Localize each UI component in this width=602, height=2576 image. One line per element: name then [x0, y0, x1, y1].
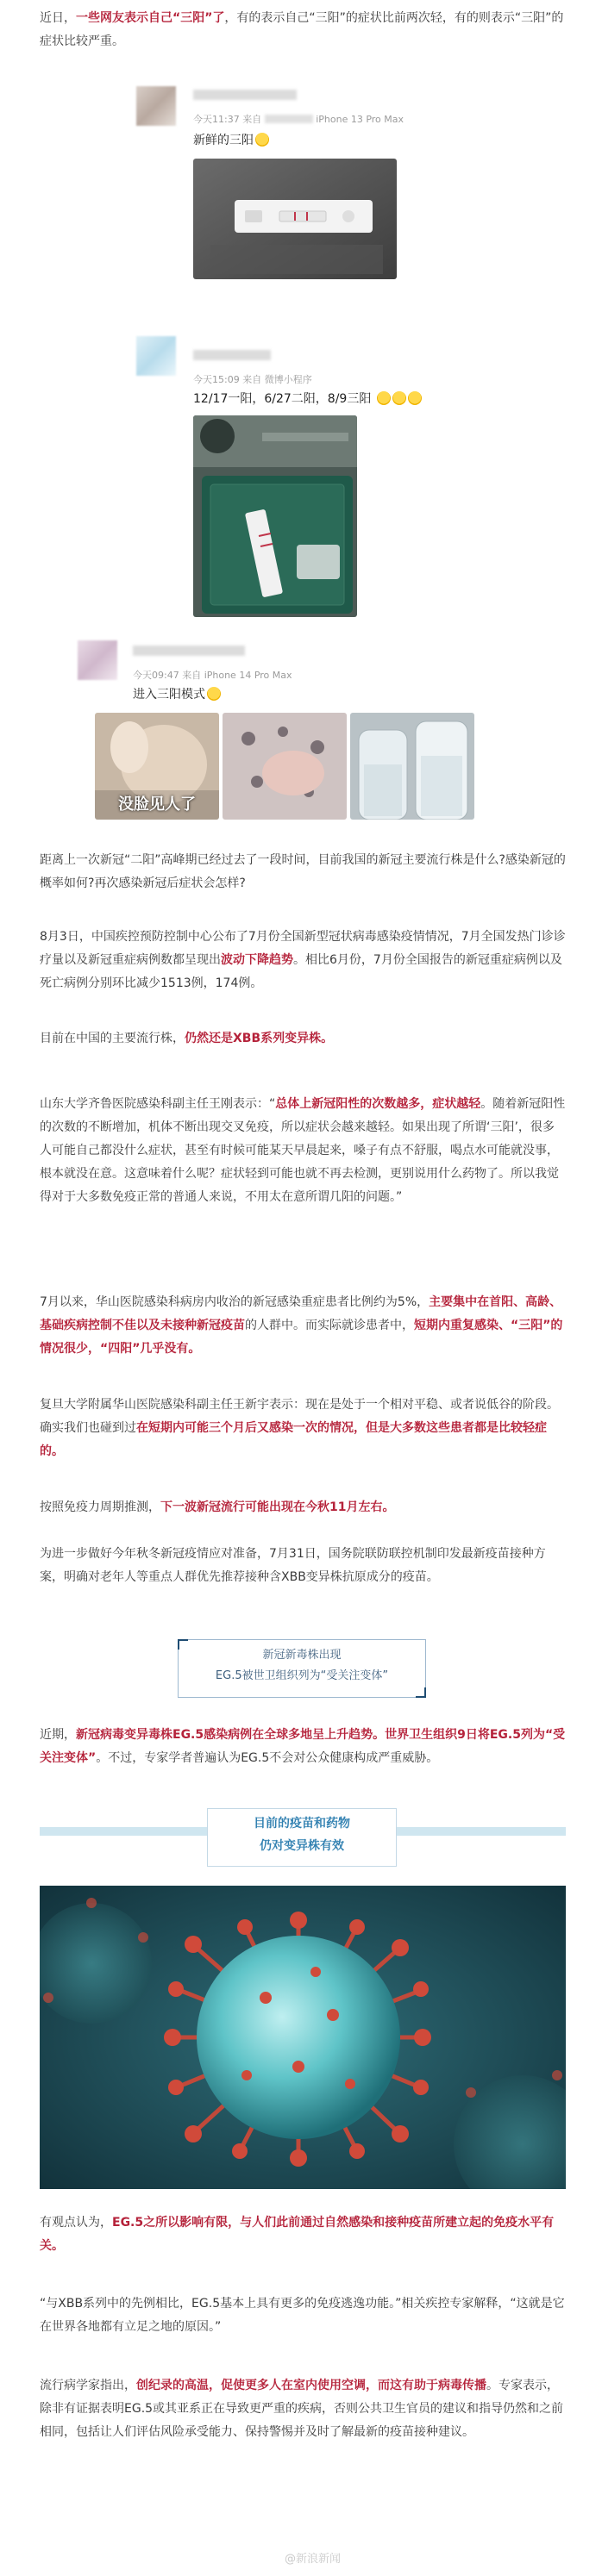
- comment-text: 12/17一阳，6/27二阳，8/9三阳: [193, 390, 422, 407]
- paragraph-5: 7月以来，华山医院感染科病房内收治的新冠感染重症患者比例约为5%，主要集中在首阳、高龄、基础疾病控制不佳以及未接种新冠疫苗的人群中。而实际就诊患者中，短期内重复感染、“三阳”的情况很少，“四阳”几乎没有。: [40, 1295, 563, 1356]
- comment-photo-1[interactable]: [95, 713, 219, 820]
- paragraph-11: “与XBB系列中的先例相比，EG.5基本上具有更多的免疫逃逸功能。”相关疾控专家解释，“这就是它在世界各地都有立足之地的原因。”: [40, 2297, 565, 2334]
- paragraph-2: 8月3日，中国疾控预防控制中心公布了7月份全国新型冠状病毒感染疫情情况，7月全国发热门诊诊疗量以及新冠重症病例数都呈现出波动下降趋势。相比6月份，7月份全国报告的新冠重症病例以及死亡病例分别环比减少1513例，174例。: [40, 930, 566, 990]
- comment-card-2: [129, 336, 492, 621]
- comment-photo-2[interactable]: [223, 713, 347, 820]
- username-blurred[interactable]: [133, 646, 245, 656]
- comment-photo-test-kit[interactable]: [193, 159, 397, 279]
- paragraph-4: 山东大学齐鲁医院感染科副主任王刚表示：“总体上新冠阳性的次数越多，症状越轻。随着新冠阳性的次数的不断增加，机体不断出现交叉免疫，所以症状会越来越轻。如果出现了所谓‘三阳’，很多人可能自己都没什么症状，甚至有时候可能某天早晨起来，嗓子有点不舒服，喝点水可能就没事，根本就没在意。这意味着什么呢？症状轻到可能也就不再去检测，更别说用什么药物了。所以我觉得对于大多数免疫正常的普通人来说，不用太在意所谓几阳的问题。”: [40, 1097, 566, 1204]
- corner-decoration: [178, 1639, 188, 1650]
- avatar[interactable]: [136, 86, 176, 126]
- virus-illustration: [40, 1886, 566, 2189]
- paragraph-9: 近期，新冠病毒变异毒株EG.5感染病例在全球多地呈上升趋势。世界卫生组织9日将EG.5列为“受关注变体”。不过，专家学者普遍认为EG.5不会对公众健康构成严重威胁。: [40, 1728, 566, 1765]
- comment-text: 进入三阳模式: [133, 685, 221, 702]
- intro-paragraph: 近日，一些网友表示自己“三阳”了，有的表示自己“三阳”的症状比前两次轻，有的则表示“三阳”的症状比较严重。: [40, 11, 564, 48]
- paragraph-12: 流行病学家指出，创纪录的高温，促使更多人在室内使用空调，而这有助于病毒传播。专家表示，除非有证据表明EG.5或其亚系正在导致更严重的疾病，否则公共卫生官员的建议和指导仍然和之前相同，包括让人们评估风险承受能力、保持警惕并及时了解最新的疫苗接种建议。: [40, 2379, 564, 2439]
- comment-meta: 今天09:47 来自 iPhone 14 Pro Max: [133, 670, 292, 681]
- paragraph-7: 按照免疫力周期推测，下一波新冠流行可能出现在今秋11月左右。: [40, 1500, 395, 1514]
- comment-card-1: [129, 78, 492, 284]
- avatar[interactable]: [78, 640, 117, 680]
- comment-meta: 今天15:09 来自 微博小程序: [193, 374, 312, 385]
- water-bottles-photo: [350, 713, 474, 820]
- username-blurred[interactable]: [193, 90, 297, 100]
- comment-meta: 今天11:37 来自 iPhone 13 Pro Max: [193, 114, 404, 125]
- comment-photo-3[interactable]: [350, 713, 474, 820]
- grin-emoji-icon: [392, 391, 406, 405]
- corner-decoration: [416, 1687, 426, 1698]
- watermark: @新浪新闻: [285, 2553, 342, 2566]
- smile-emoji-icon: [207, 687, 221, 701]
- avatar[interactable]: [136, 336, 176, 376]
- grin-emoji-icon: [377, 391, 391, 405]
- test-kit-photo: [193, 159, 397, 279]
- username-blurred[interactable]: [193, 350, 271, 360]
- comment-text: 新鲜的三阳: [193, 131, 269, 148]
- paragraph-6: 复旦大学附属华山医院感染科副主任王新宇表示：现在是处于一个相对平稳、或者说低谷的阶段。确实我们也碰到过在短期内可能三个月后又感染一次的情况，但是大多数这些患者都是比较轻症的。: [40, 1398, 559, 1458]
- virus-image: [40, 1886, 566, 2189]
- paragraph-8: 为进一步做好今年秋冬新冠疫情应对准备，7月31日，国务院联防联控机制印发最新疫苗接种方案，明确对老年人等重点人群优先推荐接种含XBB变异株抗原成分的疫苗。: [40, 1547, 546, 1584]
- section-heading-1: 新冠新毒株出现 EG.5被世卫组织列为“受关注变体”: [178, 1639, 426, 1698]
- blanket-photo: [223, 713, 347, 820]
- test-strip-photo: [193, 415, 357, 617]
- comment-card-3: [78, 633, 561, 823]
- photo-caption: 没脸见人了: [118, 795, 196, 814]
- comment-photo-test-strip[interactable]: [193, 415, 357, 617]
- grin-emoji-icon: [408, 391, 422, 405]
- paragraph-3: 目前在中国的主要流行株，仍然还是XBB系列变异株。: [40, 1032, 334, 1045]
- section-heading-2: 目前的疫苗和药物 仍对变异株有效: [207, 1808, 397, 1867]
- smile-emoji-icon: [255, 133, 269, 147]
- paragraph-1: 距离上一次新冠“二阳”高峰期已经过去了一段时间，目前我国的新冠主要流行株是什么?感染新冠的概率如何?再次感染新冠后症状会怎样?: [40, 853, 566, 890]
- paragraph-10: 有观点认为，EG.5之所以影响有限，与人们此前通过自然感染和接种疫苗所建立起的免疫水平有关。: [40, 2216, 555, 2253]
